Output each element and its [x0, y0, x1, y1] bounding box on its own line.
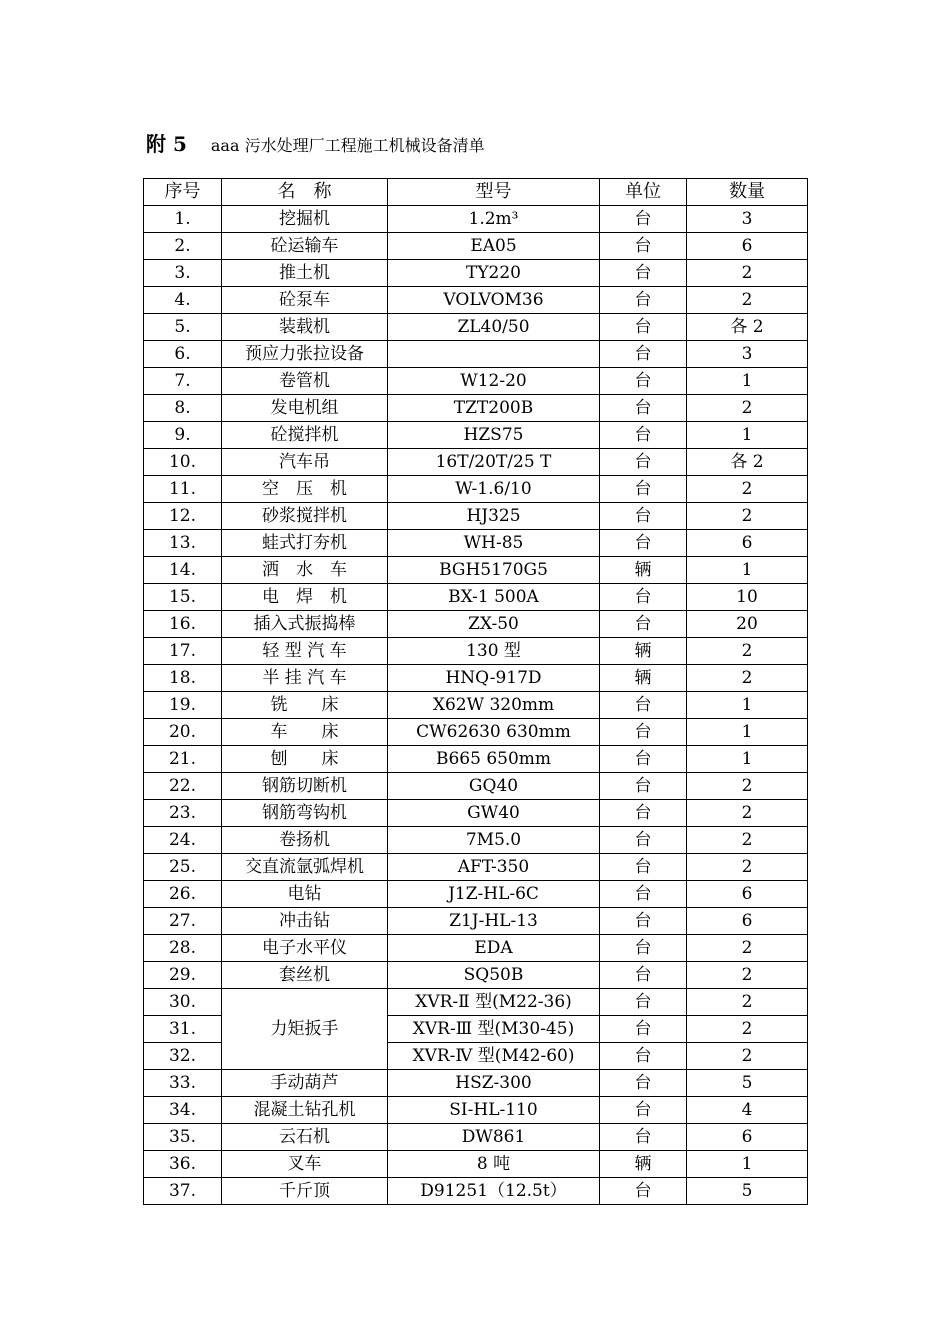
- cell-model: HJ325: [388, 503, 600, 530]
- cell-model: X62W 320mm: [388, 692, 600, 719]
- cell-unit: 台: [600, 827, 687, 854]
- cell-number: 1.: [144, 206, 222, 233]
- cell-unit: 台: [600, 368, 687, 395]
- cell-quantity: 1: [687, 422, 808, 449]
- cell-number: 15.: [144, 584, 222, 611]
- cell-name: 砼运输车: [222, 233, 388, 260]
- cell-name: 力矩扳手: [222, 989, 388, 1070]
- cell-unit: 台: [600, 530, 687, 557]
- cell-number: 2.: [144, 233, 222, 260]
- cell-name: 半 挂 汽 车: [222, 665, 388, 692]
- cell-quantity: 1: [687, 719, 808, 746]
- cell-model: EA05: [388, 233, 600, 260]
- cell-model: ZL40/50: [388, 314, 600, 341]
- cell-number: 4.: [144, 287, 222, 314]
- cell-model: AFT-350: [388, 854, 600, 881]
- cell-unit: 台: [600, 692, 687, 719]
- cell-number: 28.: [144, 935, 222, 962]
- cell-unit: 台: [600, 1178, 687, 1205]
- cell-name: 千斤顶: [222, 1178, 388, 1205]
- cell-name: 电 焊 机: [222, 584, 388, 611]
- cell-quantity: 各 2: [687, 314, 808, 341]
- table-row: [144, 773, 808, 800]
- cell-unit: 台: [600, 881, 687, 908]
- cell-unit: 台: [600, 584, 687, 611]
- cell-model: HSZ-300: [388, 1070, 600, 1097]
- cell-unit: 台: [600, 341, 687, 368]
- cell-name: 手动葫芦: [222, 1070, 388, 1097]
- cell-number: 7.: [144, 368, 222, 395]
- cell-model: SQ50B: [388, 962, 600, 989]
- cell-number: 14.: [144, 557, 222, 584]
- cell-model: BGH5170G5: [388, 557, 600, 584]
- cell-name: 预应力张拉设备: [222, 341, 388, 368]
- cell-unit: 台: [600, 935, 687, 962]
- cell-number: 9.: [144, 422, 222, 449]
- table-row: [144, 746, 808, 773]
- cell-unit: 台: [600, 962, 687, 989]
- cell-quantity: 6: [687, 1124, 808, 1151]
- cell-name: 混凝土钻孔机: [222, 1097, 388, 1124]
- table-row: [144, 989, 808, 1016]
- cell-quantity: 2: [687, 476, 808, 503]
- cell-model: VOLVOM36: [388, 287, 600, 314]
- cell-model: HNQ-917D: [388, 665, 600, 692]
- table-row: [144, 692, 808, 719]
- cell-number: 26.: [144, 881, 222, 908]
- table-row: [144, 908, 808, 935]
- table-row: [144, 1124, 808, 1151]
- cell-quantity: 2: [687, 935, 808, 962]
- cell-number: 35.: [144, 1124, 222, 1151]
- cell-name: 推土机: [222, 260, 388, 287]
- cell-model: TY220: [388, 260, 600, 287]
- table-header-row: [144, 179, 808, 206]
- table-body: [144, 206, 808, 1205]
- cell-unit: 台: [600, 476, 687, 503]
- cell-model: 1.2m³: [388, 206, 600, 233]
- cell-model: XVR-Ⅲ 型(M30-45): [388, 1016, 600, 1043]
- cell-quantity: 2: [687, 854, 808, 881]
- cell-number: 19.: [144, 692, 222, 719]
- table-row: [144, 584, 808, 611]
- cell-model: 130 型: [388, 638, 600, 665]
- cell-quantity: 3: [687, 206, 808, 233]
- cell-number: 36.: [144, 1151, 222, 1178]
- cell-quantity: 6: [687, 530, 808, 557]
- cell-number: 13.: [144, 530, 222, 557]
- cell-name: 卷管机: [222, 368, 388, 395]
- table-row: [144, 1178, 808, 1205]
- cell-unit: 辆: [600, 557, 687, 584]
- cell-name: 洒 水 车: [222, 557, 388, 584]
- cell-number: 30.: [144, 989, 222, 1016]
- cell-name: 卷扬机: [222, 827, 388, 854]
- cell-name: 云石机: [222, 1124, 388, 1151]
- cell-model: W12-20: [388, 368, 600, 395]
- cell-model: ZX-50: [388, 611, 600, 638]
- document-heading: [146, 128, 485, 156]
- cell-name: 钢筋弯钩机: [222, 800, 388, 827]
- cell-unit: 台: [600, 395, 687, 422]
- cell-model: BX-1 500A: [388, 584, 600, 611]
- cell-quantity: 2: [687, 962, 808, 989]
- cell-unit: 台: [600, 773, 687, 800]
- table-row: [144, 665, 808, 692]
- cell-model: WH-85: [388, 530, 600, 557]
- cell-unit: 台: [600, 989, 687, 1016]
- cell-quantity: 1: [687, 746, 808, 773]
- table-row: [144, 206, 808, 233]
- cell-quantity: 6: [687, 881, 808, 908]
- cell-number: 31.: [144, 1016, 222, 1043]
- cell-name: 套丝机: [222, 962, 388, 989]
- table-row: [144, 719, 808, 746]
- cell-quantity: 5: [687, 1070, 808, 1097]
- cell-name: 砂浆搅拌机: [222, 503, 388, 530]
- cell-name: 刨 床: [222, 746, 388, 773]
- table-row: [144, 638, 808, 665]
- cell-quantity: 各 2: [687, 449, 808, 476]
- cell-quantity: 5: [687, 1178, 808, 1205]
- cell-model: B665 650mm: [388, 746, 600, 773]
- table-row: [144, 557, 808, 584]
- table-row: [144, 341, 808, 368]
- cell-number: 21.: [144, 746, 222, 773]
- cell-model: J1Z-HL-6C: [388, 881, 600, 908]
- cell-unit: 台: [600, 908, 687, 935]
- cell-number: 24.: [144, 827, 222, 854]
- cell-quantity: 2: [687, 287, 808, 314]
- cell-model: DW861: [388, 1124, 600, 1151]
- cell-unit: 台: [600, 422, 687, 449]
- cell-name: 汽车吊: [222, 449, 388, 476]
- table-row: [144, 854, 808, 881]
- column-header-unit: 单位: [600, 179, 687, 206]
- table-row: [144, 260, 808, 287]
- cell-number: 25.: [144, 854, 222, 881]
- cell-number: 34.: [144, 1097, 222, 1124]
- cell-number: 5.: [144, 314, 222, 341]
- cell-unit: 台: [600, 260, 687, 287]
- cell-name: 车 床: [222, 719, 388, 746]
- cell-unit: 台: [600, 449, 687, 476]
- cell-model: EDA: [388, 935, 600, 962]
- cell-quantity: 6: [687, 233, 808, 260]
- cell-number: 32.: [144, 1043, 222, 1070]
- cell-quantity: 2: [687, 395, 808, 422]
- cell-unit: 台: [600, 503, 687, 530]
- cell-quantity: 2: [687, 773, 808, 800]
- cell-name: 插入式振捣棒: [222, 611, 388, 638]
- cell-unit: 台: [600, 854, 687, 881]
- cell-unit: 台: [600, 746, 687, 773]
- cell-name: 电钻: [222, 881, 388, 908]
- cell-quantity: 1: [687, 692, 808, 719]
- cell-quantity: 3: [687, 341, 808, 368]
- table-row: [144, 827, 808, 854]
- cell-name: 钢筋切断机: [222, 773, 388, 800]
- table-row: [144, 1151, 808, 1178]
- table-row: [144, 476, 808, 503]
- column-header-model: 型号: [388, 179, 600, 206]
- cell-model: HZS75: [388, 422, 600, 449]
- cell-number: 27.: [144, 908, 222, 935]
- cell-unit: 台: [600, 1043, 687, 1070]
- cell-model: 8 吨: [388, 1151, 600, 1178]
- table-row: [144, 1070, 808, 1097]
- cell-number: 29.: [144, 962, 222, 989]
- cell-number: 10.: [144, 449, 222, 476]
- cell-unit: 台: [600, 1124, 687, 1151]
- table-row: [144, 314, 808, 341]
- cell-model: GQ40: [388, 773, 600, 800]
- cell-model: [388, 341, 600, 368]
- cell-number: 17.: [144, 638, 222, 665]
- cell-number: 11.: [144, 476, 222, 503]
- table-row: [144, 962, 808, 989]
- cell-model: XVR-Ⅳ 型(M42-60): [388, 1043, 600, 1070]
- table-row: [144, 287, 808, 314]
- cell-number: 18.: [144, 665, 222, 692]
- cell-unit: 辆: [600, 638, 687, 665]
- cell-number: 37.: [144, 1178, 222, 1205]
- cell-name: 叉车: [222, 1151, 388, 1178]
- cell-name: 砼搅拌机: [222, 422, 388, 449]
- cell-quantity: 2: [687, 638, 808, 665]
- cell-unit: 台: [600, 233, 687, 260]
- cell-name: 装载机: [222, 314, 388, 341]
- cell-unit: 台: [600, 800, 687, 827]
- cell-model: TZT200B: [388, 395, 600, 422]
- cell-name: 发电机组: [222, 395, 388, 422]
- cell-model: 7M5.0: [388, 827, 600, 854]
- cell-name: 砼泵车: [222, 287, 388, 314]
- cell-model: D91251（12.5t）: [388, 1178, 600, 1205]
- table-row: [144, 530, 808, 557]
- cell-number: 22.: [144, 773, 222, 800]
- cell-unit: 台: [600, 287, 687, 314]
- table-row: [144, 368, 808, 395]
- table-row: [144, 449, 808, 476]
- table-row: [144, 422, 808, 449]
- cell-name: 冲击钻: [222, 908, 388, 935]
- cell-number: 33.: [144, 1070, 222, 1097]
- cell-quantity: 2: [687, 1043, 808, 1070]
- cell-quantity: 1: [687, 557, 808, 584]
- cell-name: 空 压 机: [222, 476, 388, 503]
- document-title: aaa 污水处理厂工程施工机械设备清单: [210, 136, 485, 155]
- cell-number: 6.: [144, 341, 222, 368]
- table-row: [144, 233, 808, 260]
- cell-quantity: 2: [687, 1016, 808, 1043]
- appendix-label: 附 5: [146, 132, 187, 156]
- table-row: [144, 395, 808, 422]
- cell-quantity: 4: [687, 1097, 808, 1124]
- cell-name: 挖掘机: [222, 206, 388, 233]
- cell-number: 8.: [144, 395, 222, 422]
- cell-model: 16T/20T/25 T: [388, 449, 600, 476]
- cell-name: 交直流氩弧焊机: [222, 854, 388, 881]
- cell-quantity: 2: [687, 503, 808, 530]
- cell-model: XVR-Ⅱ 型(M22-36): [388, 989, 600, 1016]
- table-row: [144, 800, 808, 827]
- cell-model: CW62630 630mm: [388, 719, 600, 746]
- cell-quantity: 2: [687, 260, 808, 287]
- cell-quantity: 2: [687, 800, 808, 827]
- cell-unit: 辆: [600, 1151, 687, 1178]
- cell-quantity: 6: [687, 908, 808, 935]
- cell-quantity: 2: [687, 827, 808, 854]
- cell-quantity: 20: [687, 611, 808, 638]
- table-row: [144, 881, 808, 908]
- cell-unit: 台: [600, 1070, 687, 1097]
- cell-name: 铣 床: [222, 692, 388, 719]
- cell-unit: 台: [600, 719, 687, 746]
- table-row: [144, 611, 808, 638]
- cell-quantity: 2: [687, 989, 808, 1016]
- column-header-name: 名 称: [222, 179, 388, 206]
- cell-number: 16.: [144, 611, 222, 638]
- cell-unit: 辆: [600, 665, 687, 692]
- cell-number: 3.: [144, 260, 222, 287]
- cell-quantity: 1: [687, 1151, 808, 1178]
- cell-unit: 台: [600, 314, 687, 341]
- cell-quantity: 2: [687, 665, 808, 692]
- cell-model: SI-HL-110: [388, 1097, 600, 1124]
- cell-model: W-1.6/10: [388, 476, 600, 503]
- cell-name: 蛙式打夯机: [222, 530, 388, 557]
- table-row: [144, 503, 808, 530]
- equipment-table: [143, 178, 808, 1205]
- cell-model: GW40: [388, 800, 600, 827]
- cell-name: 轻 型 汽 车: [222, 638, 388, 665]
- cell-unit: 台: [600, 1097, 687, 1124]
- cell-unit: 台: [600, 206, 687, 233]
- cell-number: 12.: [144, 503, 222, 530]
- cell-model: Z1J-HL-13: [388, 908, 600, 935]
- table-row: [144, 935, 808, 962]
- cell-quantity: 1: [687, 368, 808, 395]
- cell-number: 23.: [144, 800, 222, 827]
- column-header-quantity: 数量: [687, 179, 808, 206]
- cell-number: 20.: [144, 719, 222, 746]
- table-row: [144, 1097, 808, 1124]
- cell-name: 电子水平仪: [222, 935, 388, 962]
- column-header-number: 序号: [144, 179, 222, 206]
- cell-unit: 台: [600, 1016, 687, 1043]
- cell-unit: 台: [600, 611, 687, 638]
- cell-quantity: 10: [687, 584, 808, 611]
